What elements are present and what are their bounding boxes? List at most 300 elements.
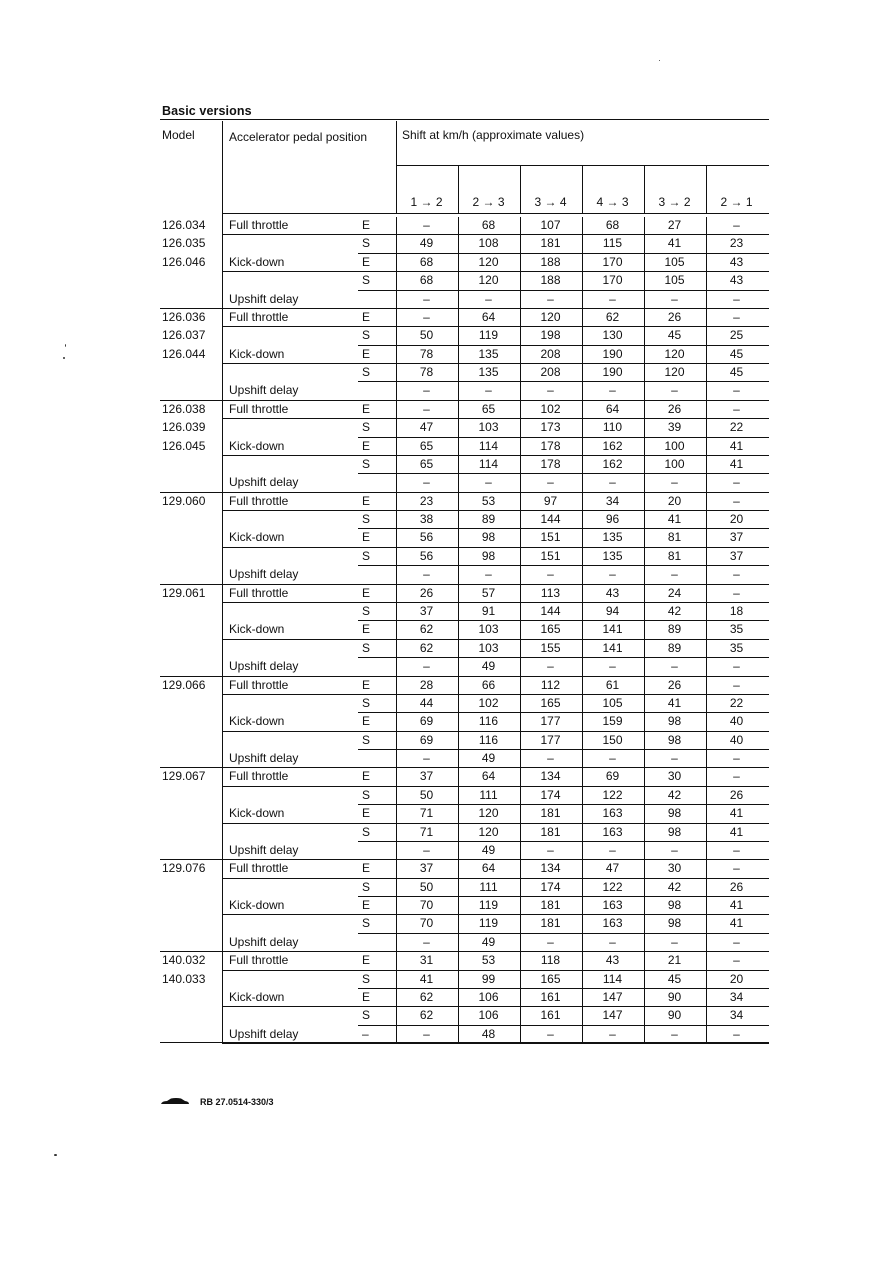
table-cell: – — [423, 383, 430, 398]
cell-divider — [458, 511, 459, 529]
table-cell: 120 — [478, 273, 499, 288]
pedal-position: Kick-down — [229, 438, 285, 453]
scan-speck — [54, 1154, 57, 1156]
cell-divider — [396, 787, 397, 805]
pedal-position: Upshift delay — [229, 1026, 299, 1041]
table-cell: 98 — [667, 806, 682, 821]
row-rule — [222, 510, 769, 511]
cell-divider — [396, 217, 397, 235]
table-cell: 98 — [667, 898, 682, 913]
cell-divider — [706, 989, 707, 1007]
table-cell: 43 — [729, 273, 744, 288]
cell-divider — [520, 511, 521, 529]
cell-divider — [582, 621, 583, 639]
row-rule — [222, 418, 769, 419]
table-cell: – — [547, 1026, 554, 1041]
table-cell: 188 — [540, 273, 561, 288]
table-cell: – — [733, 567, 740, 582]
table-cell: 163 — [602, 898, 623, 913]
cell-divider — [582, 971, 583, 989]
cell-divider — [706, 805, 707, 823]
table-cell: 134 — [540, 769, 561, 784]
table-cell: 41 — [419, 971, 434, 986]
group-rule — [160, 676, 222, 677]
table-cell: 37 — [419, 861, 434, 876]
cell-divider — [582, 897, 583, 915]
table-cell: – — [733, 861, 740, 876]
row-rule — [222, 914, 769, 915]
cell-divider — [706, 566, 707, 584]
version-code: S — [362, 916, 371, 931]
version-code: S — [362, 824, 371, 839]
row-rule — [222, 676, 769, 677]
table-cell: 90 — [667, 1008, 682, 1023]
cell-divider — [396, 915, 397, 933]
cell-divider — [644, 217, 645, 235]
table-cell: 49 — [481, 659, 496, 674]
table-cell: – — [733, 218, 740, 232]
table-cell: 102 — [540, 401, 561, 416]
cell-divider — [520, 897, 521, 915]
table-cell: 111 — [479, 879, 498, 894]
table-cell: 41 — [729, 916, 744, 931]
cell-divider — [520, 842, 521, 860]
table-cell: 57 — [481, 585, 496, 600]
table-cell: – — [423, 934, 430, 949]
table-cell: 188 — [540, 254, 561, 269]
cell-divider — [458, 364, 459, 382]
model-number: 126.034 — [162, 218, 206, 232]
row-rule — [222, 878, 769, 879]
table-cell: 62 — [419, 1008, 434, 1023]
table-cell: – — [547, 934, 554, 949]
cell-divider — [644, 805, 645, 823]
cell-divider — [706, 327, 707, 345]
pedal-position: Full throttle — [229, 769, 289, 784]
table-cell: 70 — [419, 898, 434, 913]
version-code: E — [362, 861, 371, 876]
cell-divider — [396, 1007, 397, 1025]
table-cell: – — [733, 934, 740, 949]
version-code: E — [362, 401, 371, 416]
table-cell: 98 — [667, 732, 682, 747]
table-cell: 98 — [667, 824, 682, 839]
table-cell: 103 — [478, 622, 499, 637]
table-cell: – — [733, 842, 740, 857]
cell-divider — [644, 456, 645, 474]
cell-divider — [396, 621, 397, 639]
cell-divider — [520, 934, 521, 952]
cell-divider — [520, 529, 521, 547]
row-rule — [222, 970, 769, 971]
row-rule — [222, 1043, 769, 1044]
row-rule — [222, 547, 769, 548]
pedal-position: Kick-down — [229, 806, 285, 821]
cell-divider — [520, 787, 521, 805]
table-cell: 78 — [419, 346, 434, 361]
cell-divider — [520, 640, 521, 658]
cell-divider — [396, 419, 397, 437]
row-rule — [222, 602, 769, 603]
model-number: 126.038 — [162, 401, 206, 416]
cell-divider — [644, 971, 645, 989]
table-cell: 120 — [478, 254, 499, 269]
table-cell: – — [671, 291, 678, 306]
shift-column-header: 1 → 2 — [410, 195, 443, 209]
cell-divider — [582, 438, 583, 456]
cell-divider — [644, 474, 645, 492]
cell-divider — [396, 750, 397, 768]
cell-divider — [644, 842, 645, 860]
cell-divider — [396, 695, 397, 713]
table-cell: 107 — [540, 218, 561, 232]
cell-divider — [582, 824, 583, 842]
pedal-position: Upshift delay — [229, 842, 299, 857]
version-code: E — [362, 714, 371, 729]
table-cell: – — [547, 567, 554, 582]
table-cell: 20 — [729, 971, 744, 986]
cell-divider — [396, 585, 397, 603]
model-number: 126.039 — [162, 420, 206, 435]
table-cell: 45 — [667, 971, 682, 986]
header-column-divider — [520, 165, 521, 213]
row-rule — [358, 345, 769, 346]
model-number: 140.032 — [162, 953, 206, 968]
table-cell: 115 — [602, 236, 623, 251]
document-reference: RB 27.0514-330/3 — [200, 1097, 274, 1107]
table-cell: 165 — [540, 622, 561, 637]
cell-divider — [396, 879, 397, 897]
table-cell: 34 — [605, 493, 620, 508]
cell-divider — [706, 401, 707, 419]
car-icon — [160, 1097, 190, 1106]
row-rule — [222, 492, 769, 493]
cell-divider — [644, 327, 645, 345]
header-accelerator: Accelerator pedal position — [229, 130, 368, 144]
table-cell: – — [671, 383, 678, 398]
table-cell: 135 — [478, 346, 499, 361]
cell-divider — [644, 695, 645, 713]
version-code: S — [362, 548, 371, 563]
row-rule — [358, 841, 769, 842]
cell-divider — [520, 346, 521, 364]
cell-divider — [520, 677, 521, 695]
table-cell: – — [547, 659, 554, 674]
cell-divider — [706, 952, 707, 970]
cell-divider — [396, 824, 397, 842]
pedal-position: Full throttle — [229, 309, 289, 324]
version-code: E — [362, 622, 371, 637]
table-cell: – — [609, 659, 616, 674]
table-cell: 114 — [602, 971, 623, 986]
cell-divider — [458, 842, 459, 860]
table-cell: 22 — [729, 695, 744, 710]
table-cell: – — [671, 751, 678, 766]
cell-divider — [644, 824, 645, 842]
row-rule — [358, 896, 769, 897]
table-cell: – — [423, 659, 430, 674]
cell-divider — [396, 493, 397, 511]
pedal-position: Full throttle — [229, 218, 289, 232]
row-rule — [222, 694, 769, 695]
cell-divider — [706, 235, 707, 253]
table-cell: 65 — [481, 401, 496, 416]
table-cell: 64 — [605, 401, 620, 416]
cell-divider — [396, 254, 397, 272]
table-cell: 114 — [478, 438, 499, 453]
table-cell: 90 — [667, 989, 682, 1004]
cell-divider — [458, 272, 459, 290]
version-code: S — [362, 971, 371, 986]
table-cell: 26 — [667, 309, 682, 324]
version-code: E — [362, 218, 371, 232]
table-cell: 113 — [540, 585, 561, 600]
table-cell: 42 — [667, 879, 682, 894]
cell-divider — [644, 732, 645, 750]
cell-divider — [458, 603, 459, 621]
table-cell: 53 — [481, 493, 496, 508]
cell-divider — [582, 327, 583, 345]
cell-divider — [582, 382, 583, 400]
table-cell: 114 — [478, 456, 499, 471]
cell-divider — [644, 438, 645, 456]
cell-divider — [644, 585, 645, 603]
cell-divider — [396, 658, 397, 676]
table-cell: 163 — [602, 824, 623, 839]
row-rule — [358, 473, 769, 474]
table-cell: 45 — [729, 346, 744, 361]
row-rule — [222, 1006, 769, 1007]
page-title: Basic versions — [162, 104, 252, 118]
table-cell: 178 — [540, 438, 561, 453]
cell-divider — [396, 548, 397, 566]
pedal-position: Full throttle — [229, 677, 289, 692]
cell-divider — [706, 493, 707, 511]
cell-divider — [644, 860, 645, 878]
table-cell: 100 — [664, 456, 685, 471]
version-code: E — [362, 769, 371, 784]
pedal-position: Full throttle — [229, 861, 289, 876]
version-code: S — [362, 236, 371, 251]
cell-divider — [582, 291, 583, 309]
table-cell: 181 — [540, 806, 561, 821]
table-cell: 50 — [419, 879, 434, 894]
group-rule — [160, 400, 222, 401]
table-cell: 81 — [667, 530, 682, 545]
cell-divider — [582, 768, 583, 786]
table-cell: – — [733, 769, 740, 784]
cell-divider — [582, 272, 583, 290]
row-rule — [222, 455, 769, 456]
table-cell: 68 — [605, 218, 620, 232]
cell-divider — [520, 438, 521, 456]
row-rule — [358, 933, 769, 934]
cell-divider — [396, 713, 397, 731]
header-shift: Shift at km/h (approximate values) — [402, 128, 585, 142]
cell-divider — [644, 603, 645, 621]
shift-column-header: 3 → 4 — [534, 195, 567, 209]
cell-divider — [706, 971, 707, 989]
table-cell: 42 — [667, 603, 682, 618]
cell-divider — [396, 327, 397, 345]
cell-divider — [458, 456, 459, 474]
row-rule — [222, 400, 769, 401]
cell-divider — [458, 897, 459, 915]
cell-divider — [458, 860, 459, 878]
cell-divider — [520, 750, 521, 768]
cell-divider — [706, 879, 707, 897]
cell-divider — [458, 566, 459, 584]
cell-divider — [396, 566, 397, 584]
table-cell: 98 — [667, 714, 682, 729]
row-rule — [358, 565, 769, 566]
table-cell: 122 — [602, 879, 623, 894]
cell-divider — [706, 529, 707, 547]
cell-divider — [706, 768, 707, 786]
model-number: 126.037 — [162, 328, 206, 343]
cell-divider — [520, 327, 521, 345]
version-code: E — [362, 989, 371, 1004]
header-bottom-rule — [222, 213, 769, 214]
table-cell: 41 — [729, 456, 744, 471]
cell-divider — [582, 309, 583, 327]
table-cell: 41 — [729, 898, 744, 913]
cell-divider — [706, 217, 707, 235]
cell-divider — [458, 713, 459, 731]
pedal-position: Kick-down — [229, 714, 285, 729]
table-cell: 112 — [540, 677, 561, 692]
cell-divider — [458, 327, 459, 345]
cell-divider — [520, 456, 521, 474]
scan-speck — [65, 344, 66, 347]
version-code: S — [362, 456, 371, 471]
table-cell: 69 — [605, 769, 620, 784]
pedal-position: Full throttle — [229, 953, 289, 968]
table-cell: 26 — [729, 787, 744, 802]
table-cell: 65 — [419, 438, 434, 453]
table-cell: 130 — [602, 328, 623, 343]
table-cell: 49 — [481, 934, 496, 949]
table-cell: 118 — [540, 953, 561, 968]
row-rule — [222, 859, 769, 860]
cell-divider — [520, 548, 521, 566]
cell-divider — [706, 677, 707, 695]
pedal-position: Full throttle — [229, 401, 289, 416]
table-cell: 69 — [419, 714, 434, 729]
cell-divider — [396, 640, 397, 658]
table-cell: – — [485, 291, 492, 306]
row-rule — [222, 823, 769, 824]
table-cell: 190 — [602, 365, 623, 380]
cell-divider — [582, 511, 583, 529]
table-cell: 122 — [602, 787, 623, 802]
cell-divider — [458, 934, 459, 952]
cell-divider — [396, 382, 397, 400]
row-rule — [358, 290, 769, 291]
model-number: 140.033 — [162, 971, 206, 986]
cell-divider — [706, 456, 707, 474]
cell-divider — [706, 750, 707, 768]
cell-divider — [582, 235, 583, 253]
table-cell: 89 — [667, 640, 682, 655]
table-cell: 162 — [602, 456, 623, 471]
cell-divider — [582, 566, 583, 584]
version-code: S — [362, 365, 371, 380]
shift-column-header: 4 → 3 — [596, 195, 629, 209]
cell-divider — [644, 897, 645, 915]
model-number: 129.067 — [162, 769, 206, 784]
cell-divider — [520, 713, 521, 731]
cell-divider — [458, 493, 459, 511]
cell-divider — [520, 272, 521, 290]
table-cell: – — [423, 475, 430, 490]
cell-divider — [706, 934, 707, 952]
table-cell: 155 — [540, 640, 561, 655]
row-rule — [222, 271, 769, 272]
table-cell: – — [671, 842, 678, 857]
table-cell: 41 — [667, 512, 682, 527]
table-cell: 68 — [481, 218, 496, 232]
table-cell: – — [733, 677, 740, 692]
cell-divider — [644, 768, 645, 786]
cell-divider — [520, 382, 521, 400]
cell-divider — [458, 695, 459, 713]
table-cell: – — [733, 291, 740, 306]
cell-divider — [644, 529, 645, 547]
cell-divider — [582, 603, 583, 621]
model-column-divider — [222, 121, 223, 1042]
table-cell: 119 — [478, 328, 499, 343]
table-cell: 43 — [605, 585, 620, 600]
table-cell: 105 — [602, 695, 623, 710]
version-code: E — [362, 953, 371, 968]
cell-divider — [520, 915, 521, 933]
table-cell: 91 — [481, 603, 496, 618]
table-cell: 89 — [481, 512, 496, 527]
cell-divider — [520, 805, 521, 823]
model-number: 126.035 — [162, 236, 206, 251]
table-cell: 134 — [540, 861, 561, 876]
cell-divider — [396, 989, 397, 1007]
version-code: S — [362, 603, 371, 618]
cell-divider — [582, 695, 583, 713]
cell-divider — [520, 695, 521, 713]
cell-divider — [706, 713, 707, 731]
table-cell: 165 — [540, 971, 561, 986]
group-rule — [160, 767, 222, 768]
cell-divider — [458, 952, 459, 970]
cell-divider — [644, 419, 645, 437]
table-cell: – — [609, 567, 616, 582]
table-cell: – — [671, 475, 678, 490]
cell-divider — [582, 456, 583, 474]
cell-divider — [458, 235, 459, 253]
version-code: E — [362, 438, 371, 453]
cell-divider — [396, 235, 397, 253]
version-code: S — [362, 879, 371, 894]
cell-divider — [644, 713, 645, 731]
table-cell: 20 — [729, 512, 744, 527]
table-cell: – — [423, 751, 430, 766]
version-code: S — [362, 273, 371, 288]
table-cell: 144 — [540, 512, 561, 527]
cell-divider — [582, 750, 583, 768]
cell-divider — [520, 658, 521, 676]
cell-divider — [582, 805, 583, 823]
cell-divider — [458, 732, 459, 750]
table-cell: – — [423, 567, 430, 582]
table-cell: – — [609, 751, 616, 766]
